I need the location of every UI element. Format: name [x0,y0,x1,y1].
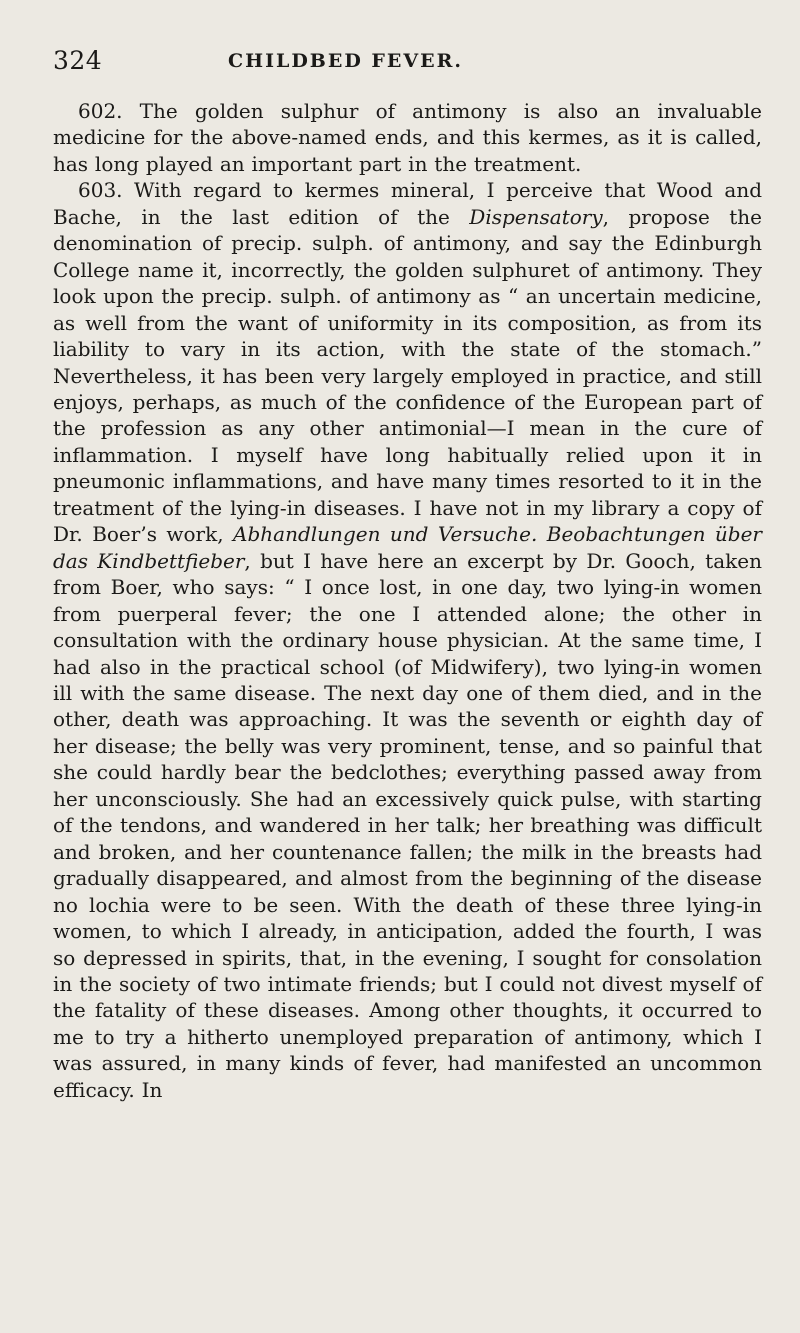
page-number: 324 [53,46,103,75]
dispensatory-title: Dispensatory [469,204,603,229]
running-head [53,46,762,86]
paragraph-603-text-1: 603. With regard to kermes mineral, I perceive that Wood and Bache, in the last edition of the [53,178,762,229]
paragraph-603-text-2: , propose the denomination of precip. sulph. of antimony, and say the Edinburgh College name it, incorrectly, the golden sulphuret of antimony. They look upon the precip. sulph. of antimony as “ an uncertain medicine, as well from the want of uniformity in its composition, as from its liability to vary in its action, with the state of the stomach.” Nevertheless, it has been very largely employed in practice, and still enjoys, perhaps, as much of the confidence of the European part of the profession as any other antimonial—I mean in the cure of inflammation. I myself have long habitually relied upon it in pneumonic inflammations, and have many times resorted to it in the treatment of the lying-in diseases. I have not in my library a copy of Dr. Boer’s work, [53,204,762,547]
paragraph-603 [53,177,762,1103]
paragraph-602: 602. The golden sulphur of antimony is also an invaluable medicine for the above-named ends, and this kermes, as it is called, has long played an important part in the treatment. [53,99,762,176]
running-title: CHILDBED FEVER. [228,50,464,72]
body-text [53,98,762,1103]
boer-work-title: Abhandlungen und Versuche. Beobachtungen über das Kindbettfieber [53,522,762,573]
paragraph-603-text-3: , but I have here an excerpt by Dr. Gooch, taken from Boer, who says: “ I once lost, in one day, two lying-in women from puerperal fever; the one I attended alone; the other in consultation with the ordinary house physician. At the same time, I had also in the practical school (of Midwifery), two lying-in women ill with the same disease. The next day one of them died, and in the other, death was approaching. It was the seventh or eighth day of her disease; the belly was very prominent, tense, and so painful that she could hardly bear the bedclothes; everything passed away from her unconsciously. She had an excessively quick pulse, with starting of the tendons, and wandered in her talk; her breathing was difficult and broken, and her countenance fallen; the milk in the breasts had gradually disappeared, and almost from the beginning of the disease no lochia were to be seen. With the death of these three lying-in women, to which I already, in anticipation, added the fourth, I was so depressed in spirits, that, in the evening, I sought for consolation in the society of two intimate friends; but I could not divest myself of the fatality of these diseases. Among other thoughts, it occurred to me to try a hitherto unemployed preparation of antimony, which I was assured, in many kinds of fever, had manifested an uncommon efficacy. In [53,548,762,1102]
